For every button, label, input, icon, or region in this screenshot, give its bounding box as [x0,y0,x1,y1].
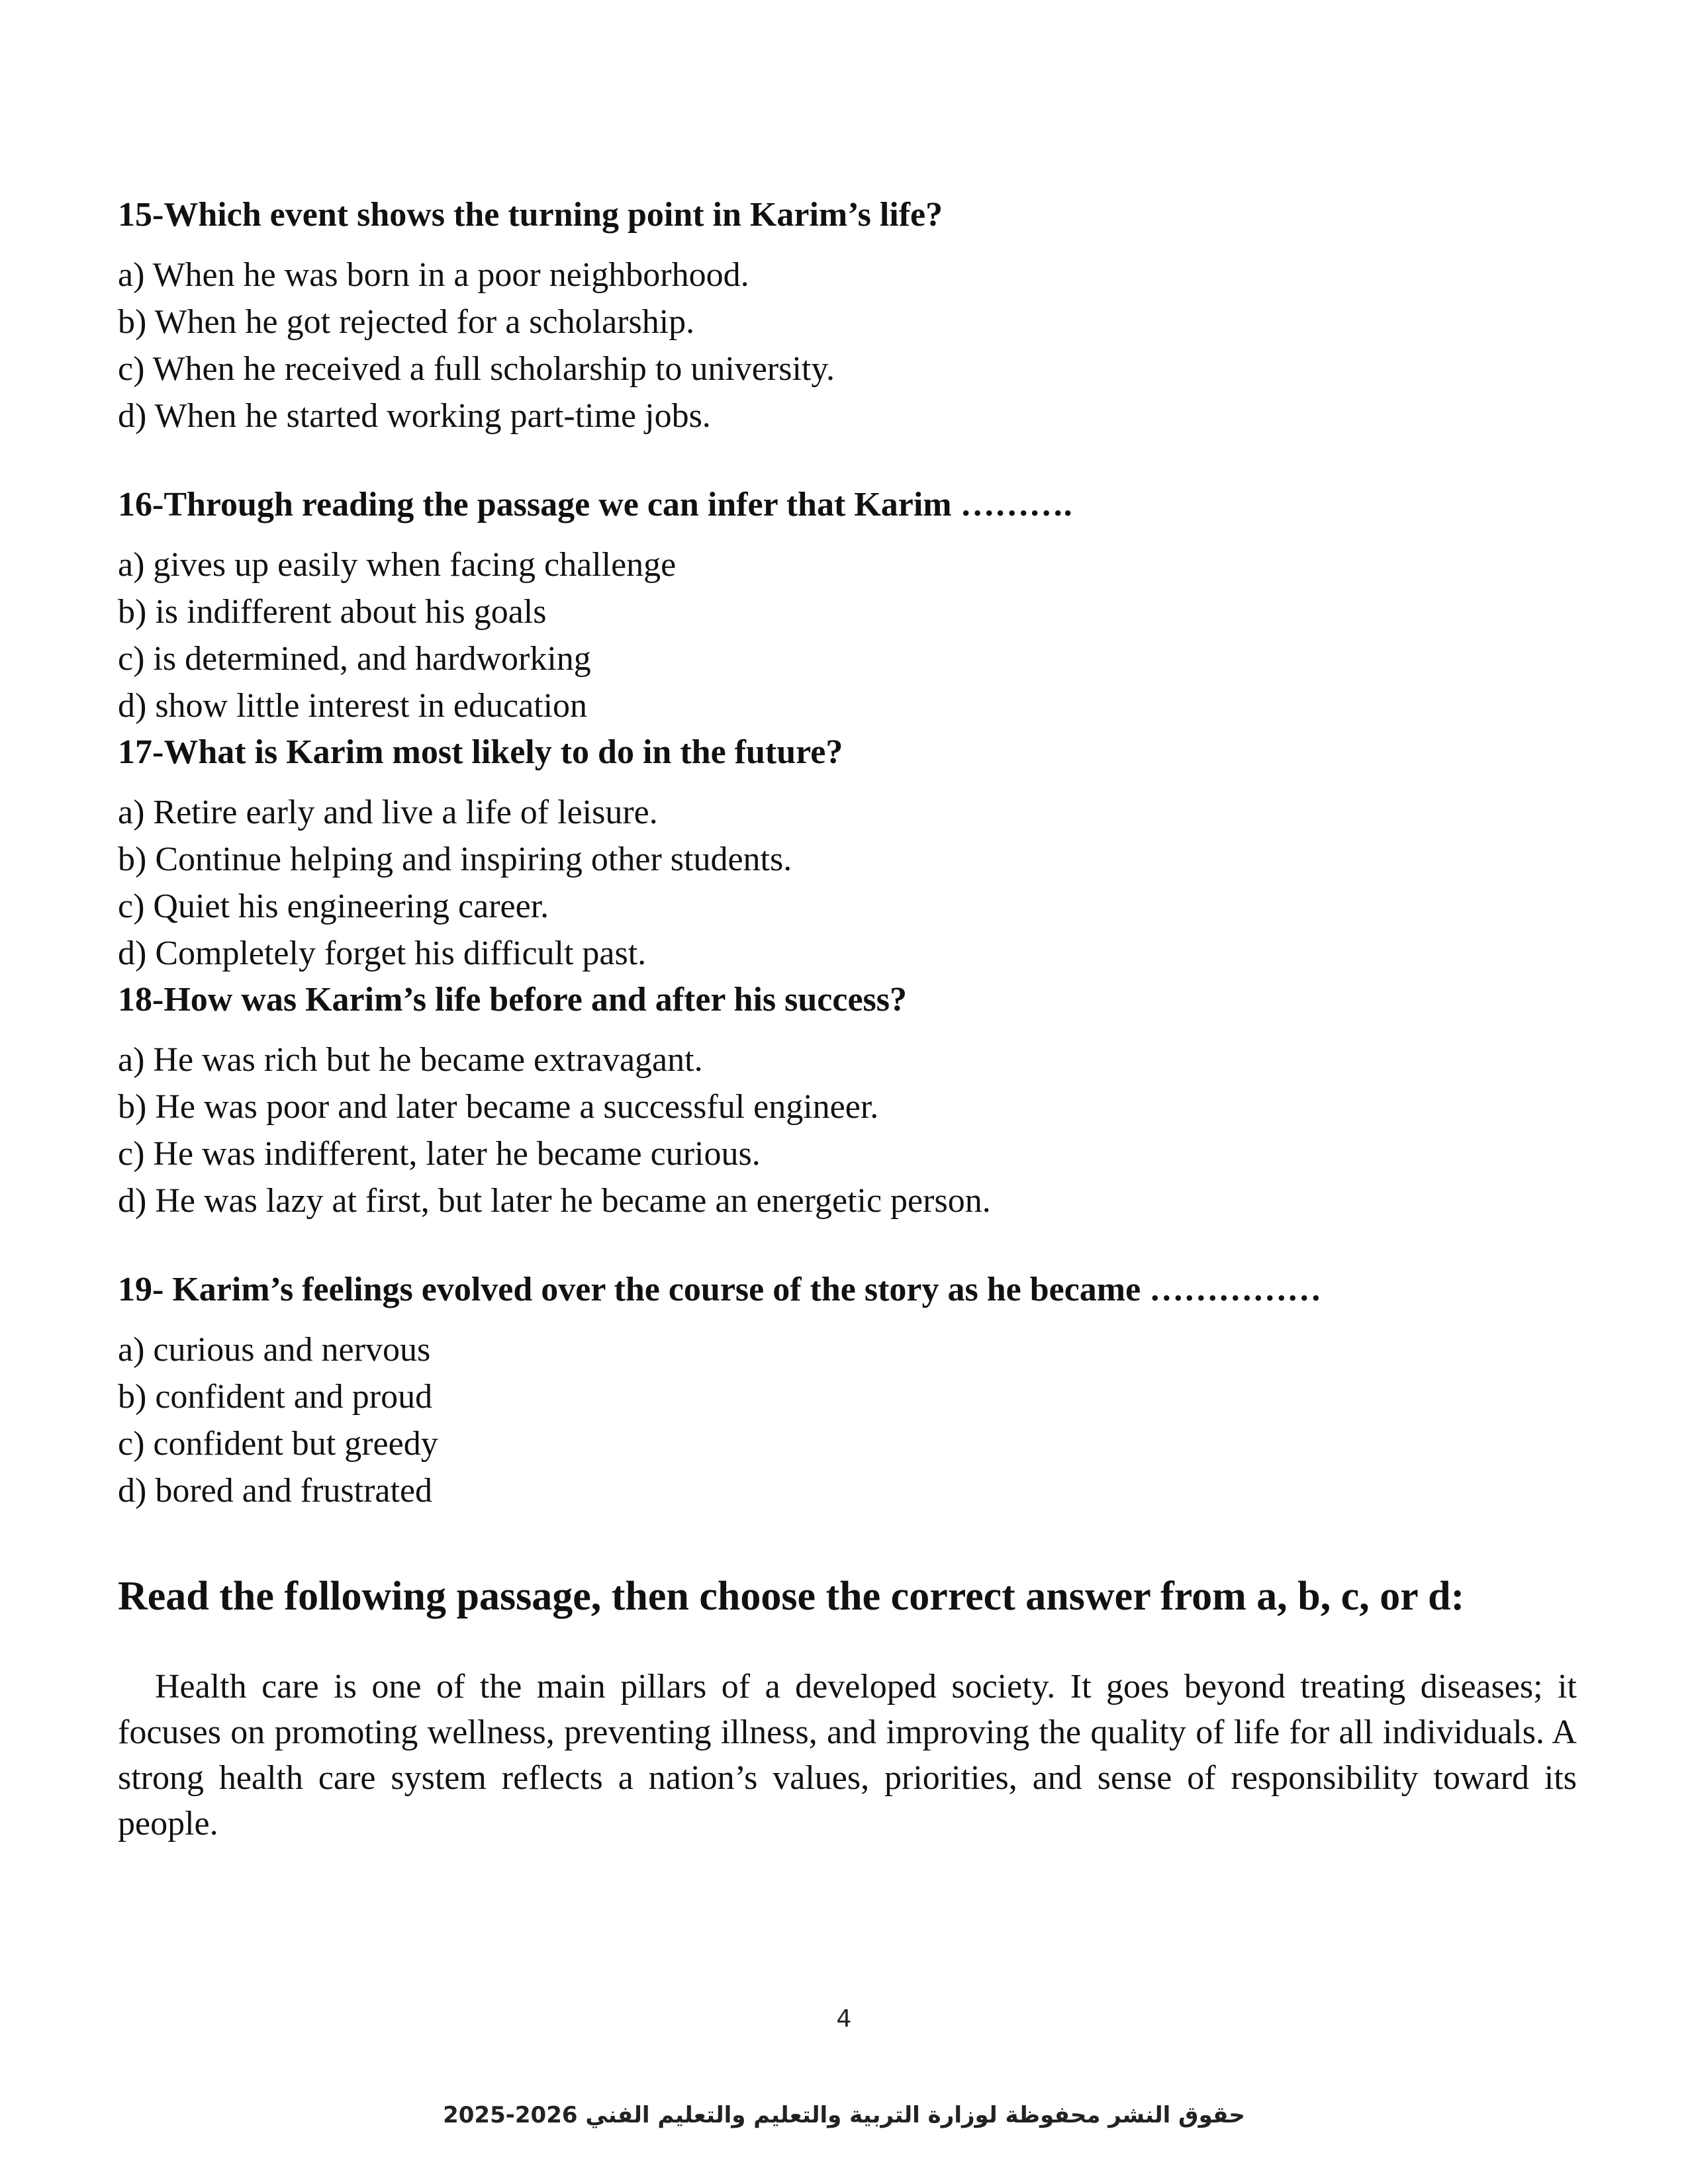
option-a: a) Retire early and live a life of leisure. [118,794,658,831]
option-list [118,1036,1574,1224]
question-title: 16-Through reading the passage we can infer that Karim ………. [118,486,1072,523]
option-a: a) gives up easily when facing challenge [118,546,677,584]
question-title: 15-Which event shows the turning point in Karim’s life? [118,196,943,234]
option-list [118,1326,1574,1514]
question-title: 19- Karim’s feelings evolved over the course of the story as he became …………… [118,1271,1322,1308]
option-c: c) confident but greedy [118,1425,438,1463]
reading-passage: Health care is one of the main pillars of a developed society. It goes beyond treating diseases; it focuses on promoting wellness, preventing illness, and improving the quality of life for all individuals. A strong health care system reflects a nation’s values, priorities, and sense of responsibility toward its people. [118,1668,1577,1843]
option-c: c) When he received a full scholarship to university. [118,350,835,388]
option-d: d) bored and frustrated [118,1472,433,1510]
option-a: a) He was rich but he became extravagant. [118,1041,703,1079]
option-b: b) confident and proud [118,1378,433,1416]
option-d: d) When he started working part-time jobs. [118,397,711,435]
question-18 [118,977,1574,1224]
question-15 [118,192,1574,439]
option-list [118,541,1574,729]
option-d: d) Completely forget his difficult past. [118,934,647,972]
option-b: b) When he got rejected for a scholarship. [118,303,695,341]
option-b: b) Continue helping and inspiring other students. [118,841,792,878]
option-a: a) When he was born in a poor neighborhood. [118,256,749,294]
copyright-footer: حقوق النشر محفوظة لوزارة التربية والتعليم والتعليم الفني 2026-2025 [443,2102,1245,2128]
document-body [118,192,1577,1846]
option-d: d) show little interest in education [118,687,588,725]
section-instruction: Read the following passage, then choose the correct answer from a, b, c, or d: [118,1574,1465,1619]
question-17 [118,729,1574,977]
option-b: b) is indifferent about his goals [118,593,547,631]
page-number: 4 [836,2005,852,2032]
option-list [118,789,1574,977]
option-c: c) He was indifferent, later he became curious. [118,1135,761,1173]
question-title: 17-What is Karim most likely to do in the future? [118,733,843,771]
question-16 [118,482,1574,729]
question-title: 18-How was Karim’s life before and after his success? [118,981,908,1019]
option-c: c) Quiet his engineering career. [118,887,549,925]
option-a: a) curious and nervous [118,1331,431,1369]
question-19 [118,1267,1574,1514]
option-b: b) He was poor and later became a successful engineer. [118,1088,879,1126]
option-c: c) is determined, and hardworking [118,640,591,678]
option-list [118,251,1574,439]
option-d: d) He was lazy at first, but later he became an energetic person. [118,1182,991,1220]
